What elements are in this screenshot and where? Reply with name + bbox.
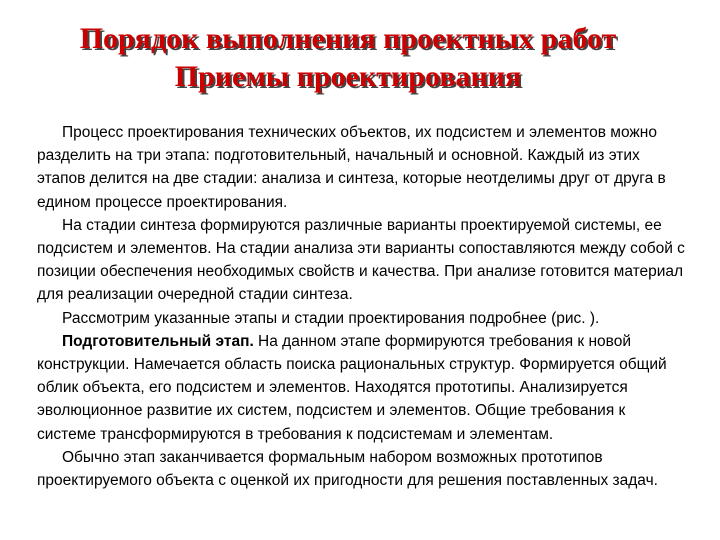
slide-title [0,20,696,96]
title-line-1: Порядок выполнения проектных работ [79,22,617,55]
paragraph-3 [37,307,687,330]
paragraph-5 [37,446,687,492]
paragraph-4-text: На данном этапе формируются требования к новой конструкции. Намечается область поиска рациональных структур. Формируется общий облик объекта, его подсистем и элементов. Находятся прототипы. Анализируется эволюционное развитие их систем, подсистем и элементов. Общие требования к системе трансформируются в требования к подсистемам и элементам. [37,332,667,443]
paragraph-4-lead: Подготовительный этап. [62,332,254,350]
paragraph-2 [37,214,687,307]
paragraph-1-text: Процесс проектирования технических объектов, их подсистем и элементов можно разделить на три этапа: подготовительный, начальный и основной. Каждый из этих этапов делится на две стадии: анализа и синтеза, которые неотделимы друг от друга в едином процессе проектирования. [37,124,666,211]
body-text [37,121,687,492]
paragraph-5-text: Обычно этап заканчивается формальным набором возможных прототипов проектируемого объекта с оценкой их пригодности для решения поставленных задач. [37,448,658,490]
paragraph-2-text: На стадии синтеза формируются различные варианты проектируемой системы, ее подсистем и элементов. На стадии анализа эти варианты сопоставляются между собой с позиции обеспечения необходимых свойств и качества. При анализе готовится материал для реализации очередной стадии синтеза. [37,216,685,304]
title-line-2: Приемы проектирования [174,60,522,93]
paragraph-3-text: Рассмотрим указанные этапы и стадии проектирования подробнее (рис. ). [62,309,600,327]
paragraph-1 [37,121,687,214]
paragraph-4 [37,330,687,446]
